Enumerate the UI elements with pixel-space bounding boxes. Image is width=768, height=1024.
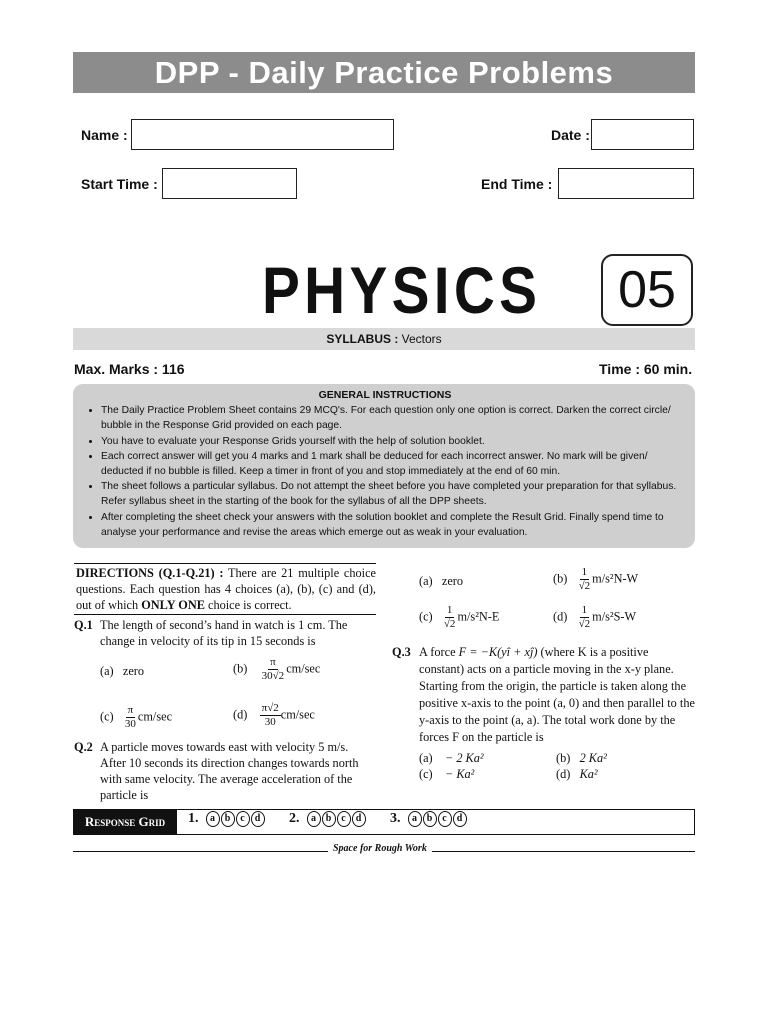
fraction-numerator: 1	[446, 604, 453, 616]
fraction-numerator: 1	[581, 604, 588, 616]
end-time-field[interactable]	[558, 168, 694, 199]
answer-bubble-c[interactable]: c	[236, 811, 250, 827]
fraction-numerator: π	[127, 704, 134, 716]
option-label: (c)	[100, 709, 114, 724]
fraction-denominator: √2	[578, 618, 591, 630]
option-unit: m/s²S-W	[592, 609, 637, 624]
answer-bubble-b[interactable]: b	[221, 811, 235, 827]
end-time-label: End Time :	[481, 176, 553, 192]
fraction-numerator: π	[270, 656, 276, 668]
question-text: A particle moves towards east with velocity 5 m/s. After 10 seconds its direction changes towards north with same velocity. The average acceleration of the particle is	[100, 740, 359, 802]
option-c	[100, 704, 172, 731]
question-text-start: A force	[419, 645, 459, 659]
question-text-rest: (where K is a positive constant) acts on a particle moving in the x-y plane. Starting from the origin, the particle is taken along the positive x-axis to the point (a, 0) and then parallel to the y-axis to the point (a, a). The total work done by the forces F on the particle is	[419, 645, 695, 744]
option-text: 2 Ka²	[579, 751, 607, 765]
start-time-field[interactable]	[162, 168, 297, 199]
answer-bubble-a[interactable]: a	[307, 811, 321, 827]
general-instructions	[73, 384, 695, 548]
option-a	[419, 574, 463, 589]
option-text: Ka²	[579, 767, 598, 781]
response-item-3	[390, 811, 468, 827]
directions-text-end: choice is correct.	[204, 598, 292, 612]
option-label: (c)	[419, 767, 433, 781]
question-number: Q.2	[74, 740, 93, 754]
instruction-item: • After completing the sheet check your answers with the solution booklet and complete the Result Grid. Finally spend time to analyse your performance and revise the areas which emerge out as weak in your evaluation.	[101, 510, 687, 540]
instruction-item: • You have to evaluate your Response Grids yourself with the help of solution booklet.	[101, 434, 687, 449]
syllabus-value: Vectors	[401, 332, 442, 346]
option-label: (a)	[419, 574, 433, 588]
answer-bubble-d[interactable]: d	[453, 811, 467, 827]
name-label: Name :	[81, 127, 128, 143]
answer-bubble-b[interactable]: b	[423, 811, 437, 827]
instructions-title: GENERAL INSTRUCTIONS	[318, 389, 452, 401]
option-text: − Ka²	[444, 767, 475, 781]
option-unit: cm/sec	[286, 661, 321, 676]
answer-bubble-d[interactable]: d	[352, 811, 366, 827]
option-a	[419, 751, 484, 766]
directions-box	[74, 563, 376, 615]
force-formula: F = −K(yî + xĵ)	[458, 645, 538, 659]
fraction-denominator: 30√2	[261, 670, 285, 682]
directions-emphasis: ONLY ONE	[141, 598, 205, 612]
answer-bubble-d[interactable]: d	[251, 811, 265, 827]
option-unit: m/s²N-W	[592, 571, 639, 586]
option-a	[100, 664, 144, 679]
option-label: (c)	[419, 609, 433, 624]
fraction-numerator: π√2	[261, 702, 279, 714]
option-b	[233, 656, 320, 683]
subject-title: PHYSICS	[262, 253, 542, 327]
option-text: zero	[122, 664, 145, 678]
option-unit: m/s²N-E	[457, 609, 500, 624]
directions-text: There are 21 multiple choice questions. Each question has 4 choices (a), (b), (c) and (d), out of which	[76, 566, 376, 612]
option-label: (a)	[419, 751, 433, 765]
response-grid-label: Response Grid	[73, 809, 177, 835]
instruction-item: • Each correct answer will get you 4 marks and 1 mark shall be deduced for each incorrect answer. No mark will be given/ deducted if no bubble is filled. Keep a timer in front of you and stop immediately at the end of 60 min.	[101, 449, 687, 479]
option-b	[553, 566, 638, 593]
name-field[interactable]	[131, 119, 394, 150]
fraction-denominator: 30	[264, 716, 276, 728]
question-text	[419, 644, 695, 746]
option-b	[556, 751, 607, 766]
option-unit: cm/sec	[137, 709, 173, 724]
question-text: The length of second’s hand in watch is 1 cm. The change in velocity of its tip in 15 seconds is	[100, 618, 348, 648]
response-number: 1.	[188, 811, 199, 827]
option-c	[419, 604, 499, 631]
date-field[interactable]	[591, 119, 694, 150]
option-label: (b)	[556, 751, 571, 765]
answer-bubble-a[interactable]: a	[206, 811, 220, 827]
option-d	[553, 604, 636, 631]
option-label: (b)	[553, 571, 568, 586]
syllabus-bar	[73, 328, 695, 350]
fraction-denominator: √2	[578, 580, 591, 592]
option-label: (b)	[233, 661, 248, 676]
option-text: − 2 Ka²	[444, 751, 484, 765]
syllabus-label: SYLLABUS :	[326, 332, 399, 346]
instructions-list	[83, 403, 687, 540]
option-label: (a)	[100, 664, 114, 678]
answer-bubble-b[interactable]: b	[322, 811, 336, 827]
date-label: Date :	[551, 127, 590, 143]
option-text: zero	[441, 574, 464, 588]
fraction-denominator: √2	[443, 618, 456, 630]
option-label: (d)	[556, 767, 571, 781]
rough-work-label: Space for Rough Work	[328, 843, 432, 854]
fraction-denominator: 30	[124, 718, 136, 730]
directions-label: DIRECTIONS (Q.1-Q.21) :	[76, 566, 224, 580]
response-item-1	[188, 811, 266, 827]
instruction-item: • The sheet follows a particular syllabus. Do not attempt the sheet before you have completed your preparation for that syllabus. Refer syllabus sheet in the starting of the book for the syllabus of all the DPP sheets.	[101, 479, 687, 509]
fraction-numerator: 1	[581, 566, 588, 578]
option-d	[556, 767, 598, 782]
option-label: (d)	[553, 609, 568, 624]
question-number: Q.3	[392, 645, 411, 659]
answer-bubble-c[interactable]: c	[438, 811, 452, 827]
instruction-item: • The Daily Practice Problem Sheet contains 29 MCQ's. For each question only one option is correct. Darken the correct circle/ bubble in the Response Grid provided on each page.	[101, 403, 687, 433]
answer-bubble-a[interactable]: a	[408, 811, 422, 827]
response-number: 3.	[390, 811, 401, 827]
option-c	[419, 767, 474, 782]
time-limit: Time : 60 min.	[599, 361, 693, 377]
start-time-label: Start Time :	[81, 176, 158, 192]
max-marks: Max. Marks : 116	[74, 361, 185, 377]
page-title: DPP - Daily Practice Problems	[73, 52, 695, 93]
response-item-2	[289, 811, 367, 827]
response-number: 2.	[289, 811, 300, 827]
dpp-number-badge: 05	[601, 254, 693, 326]
option-label: (d)	[233, 707, 248, 722]
answer-bubble-c[interactable]: c	[337, 811, 351, 827]
option-d	[233, 702, 315, 729]
option-unit: cm/sec	[280, 707, 315, 722]
question-number: Q.1	[74, 618, 93, 632]
